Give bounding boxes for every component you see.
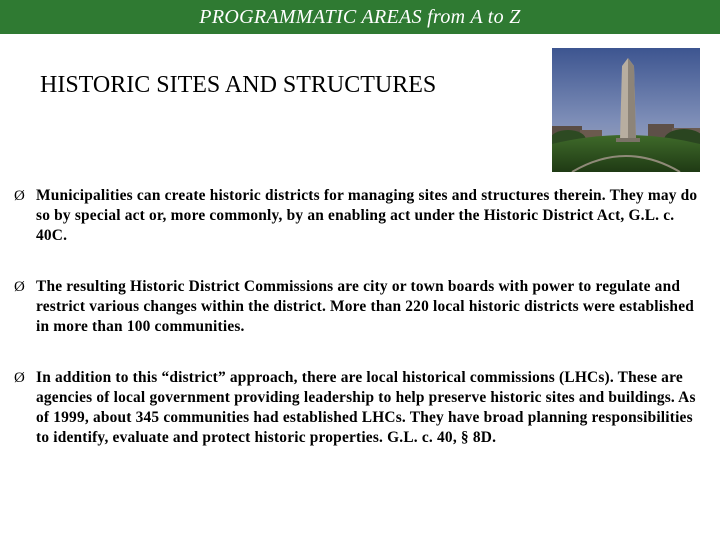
monument-illustration <box>552 48 700 172</box>
bullet-list <box>14 186 704 479</box>
obelisk-monument-photo <box>552 48 700 172</box>
bullet-text: The resulting Historic District Commissions are city or town boards with power to regulate and restrict various changes within the district. More than 220 local historic districts were established in more than 100 communities. <box>36 278 694 335</box>
arrow-bullet-icon: Ø <box>14 279 26 295</box>
header-bar <box>0 0 720 34</box>
bullet-text: In addition to this “district” approach, there are local historical commissions (LHCs). These are agencies of local government providing leadership to help preserve historic sites and buildings. As of 1999, about 345 communities had established LHCs. They have broad planning responsibilities to identify, evaluate and protect historic properties. G.L. c. 40, § 8D. <box>36 369 696 446</box>
bullet-item <box>14 186 704 246</box>
header-title: PROGRAMMATIC AREAS from A to Z <box>199 6 521 28</box>
bullet-item <box>14 277 704 337</box>
arrow-bullet-icon: Ø <box>14 370 26 386</box>
bullet-item <box>14 368 704 448</box>
bullet-text: Municipalities can create historic districts for managing sites and structures therein. They may do so by special act or, more commonly, by an enabling act under the Historic District Act, G.L. c. 40C. <box>36 187 698 244</box>
slide-title: HISTORIC SITES AND STRUCTURES <box>40 72 437 98</box>
arrow-bullet-icon: Ø <box>14 188 26 204</box>
